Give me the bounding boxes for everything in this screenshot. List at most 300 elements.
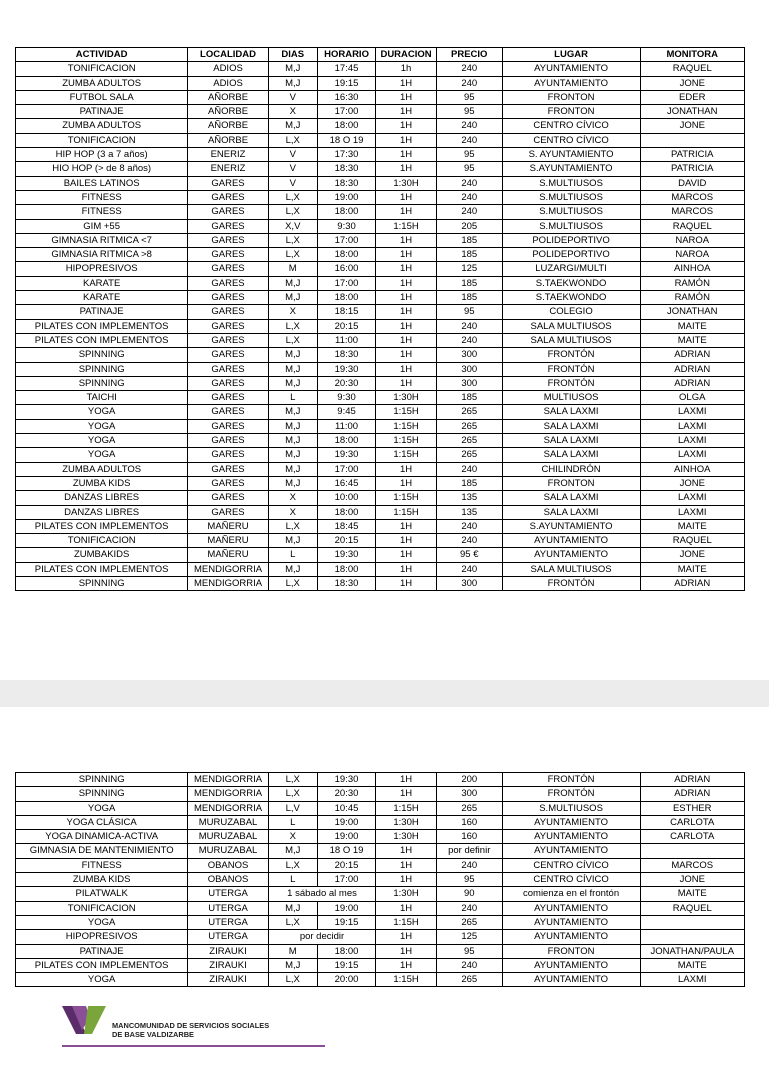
table-cell: SALA MULTIUSOS: [502, 333, 640, 347]
table-cell: GARES: [188, 190, 268, 204]
table-cell: AYUNTAMIENTO: [502, 830, 640, 844]
document-page-2: [0, 707, 769, 1082]
table-cell: 240: [436, 562, 502, 576]
table-row: [16, 276, 745, 290]
table-cell: FRONTON: [502, 105, 640, 119]
table-cell: MENDIGORRIA: [188, 801, 268, 815]
table-row: [16, 476, 745, 490]
table-cell: GARES: [188, 419, 268, 433]
table-row: [16, 362, 745, 376]
table-cell: M,J: [268, 476, 317, 490]
table-cell-schedule-note: 1 sábado al mes: [268, 887, 376, 901]
table-cell: SALA LAXMI: [502, 448, 640, 462]
table-cell: PATINAJE: [16, 944, 188, 958]
table-cell: 1H: [376, 305, 437, 319]
table-cell: GARES: [188, 176, 268, 190]
table-cell: S.MULTIUSOS: [502, 190, 640, 204]
table-cell: 185: [436, 476, 502, 490]
table-cell: JONE: [640, 76, 745, 90]
table-cell: PILATES CON IMPLEMENTOS: [16, 519, 188, 533]
table-cell: 16:30: [317, 90, 375, 104]
table-cell: LAXMI: [640, 419, 745, 433]
table-cell: 1H: [376, 291, 437, 305]
table-row: [16, 858, 745, 872]
table-cell: ESTHER: [640, 801, 745, 815]
table-cell: 300: [436, 787, 502, 801]
table-cell: COLEGIO: [502, 305, 640, 319]
table-cell: GIMNASIA RITMICA >8: [16, 248, 188, 262]
table-cell: PATINAJE: [16, 305, 188, 319]
table-cell: ADIOS: [188, 62, 268, 76]
table-cell: M: [268, 944, 317, 958]
table-cell: MENDIGORRIA: [188, 562, 268, 576]
table-cell: MAITE: [640, 958, 745, 972]
table-cell: PILATES CON IMPLEMENTOS: [16, 319, 188, 333]
table-cell: 1:15H: [376, 219, 437, 233]
table-cell: 16:00: [317, 262, 375, 276]
table-row: [16, 419, 745, 433]
table-cell: 20:15: [317, 319, 375, 333]
table-cell: 19:30: [317, 548, 375, 562]
table-cell: 18:00: [317, 291, 375, 305]
table-cell: ZIRAUKI: [188, 958, 268, 972]
table-cell: 1H: [376, 319, 437, 333]
table-cell: 300: [436, 376, 502, 390]
table-cell: FITNESS: [16, 190, 188, 204]
table-cell: 205: [436, 219, 502, 233]
table-cell: 1H: [376, 162, 437, 176]
table-cell: YOGA: [16, 448, 188, 462]
table-cell: M: [268, 262, 317, 276]
table-cell: GARES: [188, 233, 268, 247]
table-cell: L: [268, 548, 317, 562]
table-cell: POLIDEPORTIVO: [502, 248, 640, 262]
table-cell: 1H: [376, 930, 437, 944]
table-cell: M,J: [268, 462, 317, 476]
table-cell: ZUMBA KIDS: [16, 476, 188, 490]
table-cell: 20:30: [317, 376, 375, 390]
table-cell: 240: [436, 319, 502, 333]
table-cell: TONIFICACION: [16, 133, 188, 147]
table-cell: S.AYUNTAMIENTO: [502, 519, 640, 533]
table-cell: 300: [436, 362, 502, 376]
table-cell: AYUNTAMIENTO: [502, 815, 640, 829]
table-cell: 1:15H: [376, 419, 437, 433]
table-cell: 135: [436, 491, 502, 505]
table-cell: RAQUEL: [640, 534, 745, 548]
table-row: [16, 90, 745, 104]
table-cell: [640, 133, 745, 147]
table-cell: 240: [436, 534, 502, 548]
column-header-actividad: ACTIVIDAD: [16, 48, 188, 62]
table-cell: AYUNTAMIENTO: [502, 973, 640, 987]
table-cell: FRONTÓN: [502, 773, 640, 787]
table-cell: MURUZABAL: [188, 830, 268, 844]
table-row: [16, 548, 745, 562]
table-cell: MAITE: [640, 319, 745, 333]
table-cell: 1H: [376, 76, 437, 90]
table-cell: 1H: [376, 873, 437, 887]
table-cell: CHILINDRÓN: [502, 462, 640, 476]
table-cell: YOGA: [16, 915, 188, 929]
table-cell: 160: [436, 830, 502, 844]
table-cell: 18:30: [317, 162, 375, 176]
table-cell: BAILES LATINOS: [16, 176, 188, 190]
table-cell: RAMÓN: [640, 276, 745, 290]
table-row: [16, 815, 745, 829]
table-cell: 1H: [376, 90, 437, 104]
table-cell: 240: [436, 462, 502, 476]
table-cell: AÑORBE: [188, 105, 268, 119]
table-cell: DANZAS LIBRES: [16, 505, 188, 519]
table-cell: YOGA CLÁSICA: [16, 815, 188, 829]
table-cell: AYUNTAMIENTO: [502, 901, 640, 915]
table-cell: 1:15H: [376, 505, 437, 519]
table-row: [16, 119, 745, 133]
table-cell: 1H: [376, 248, 437, 262]
footer-rule: [62, 1045, 325, 1047]
table-cell: ZUMBA ADULTOS: [16, 76, 188, 90]
table-cell: S.MULTIUSOS: [502, 801, 640, 815]
table-cell: L: [268, 873, 317, 887]
table-cell: 1H: [376, 348, 437, 362]
table-cell: OBANOS: [188, 858, 268, 872]
table-row: [16, 233, 745, 247]
table-cell: 19:00: [317, 190, 375, 204]
table-cell: LUZARGI/MULTI: [502, 262, 640, 276]
table-cell: HIO HOP (> de 8 años): [16, 162, 188, 176]
table-cell: GARES: [188, 205, 268, 219]
table-cell: 18:00: [317, 205, 375, 219]
column-header-lugar: LUGAR: [502, 48, 640, 62]
table-cell: M,J: [268, 62, 317, 76]
table-cell: ADRIAN: [640, 348, 745, 362]
table-cell: POLIDEPORTIVO: [502, 233, 640, 247]
table-cell: GARES: [188, 505, 268, 519]
table-row: [16, 376, 745, 390]
table-cell: 240: [436, 190, 502, 204]
table-cell: JONATHAN/PAULA: [640, 944, 745, 958]
table-cell: SPINNING: [16, 773, 188, 787]
table-cell: 1:30H: [376, 830, 437, 844]
table-cell: GARES: [188, 333, 268, 347]
table-cell: ZIRAUKI: [188, 944, 268, 958]
table-row: [16, 873, 745, 887]
table-cell: S. AYUNTAMIENTO: [502, 148, 640, 162]
table-cell: UTERGA: [188, 901, 268, 915]
table-cell: AYUNTAMIENTO: [502, 930, 640, 944]
table-cell: 10:45: [317, 801, 375, 815]
table-cell: 1H: [376, 133, 437, 147]
table-cell: 95: [436, 162, 502, 176]
table-cell: 95: [436, 148, 502, 162]
table-cell: 17:00: [317, 233, 375, 247]
organization-name: [112, 1021, 269, 1039]
table-cell: JONE: [640, 873, 745, 887]
table-cell: LAXMI: [640, 448, 745, 462]
table-row: [16, 534, 745, 548]
table-cell: L: [268, 391, 317, 405]
schedule-table-page-1: [15, 47, 745, 591]
table-cell: AYUNTAMIENTO: [502, 844, 640, 858]
table-cell: L,X: [268, 773, 317, 787]
column-header-duracion: DURACION: [376, 48, 437, 62]
table-row: [16, 844, 745, 858]
table-cell: L,V: [268, 801, 317, 815]
table-cell: X: [268, 505, 317, 519]
table-cell: 1H: [376, 958, 437, 972]
table-cell: CENTRO CÍVICO: [502, 119, 640, 133]
table-cell: 18:30: [317, 576, 375, 590]
table-cell: RAMÓN: [640, 291, 745, 305]
table-row: [16, 162, 745, 176]
table-cell: X,V: [268, 219, 317, 233]
table-cell: ADRIAN: [640, 362, 745, 376]
table-cell: 1H: [376, 262, 437, 276]
table-row: [16, 434, 745, 448]
table-cell: 19:00: [317, 901, 375, 915]
table-row: [16, 887, 745, 901]
table-cell: L,X: [268, 190, 317, 204]
table-cell: 240: [436, 119, 502, 133]
table-cell: GIMNASIA RITMICA <7: [16, 233, 188, 247]
table-row: [16, 901, 745, 915]
table-cell: ADIOS: [188, 76, 268, 90]
table-cell: RAQUEL: [640, 901, 745, 915]
table-cell: MAÑERU: [188, 534, 268, 548]
table-cell: 240: [436, 333, 502, 347]
table-cell: 20:30: [317, 787, 375, 801]
table-cell: 95 €: [436, 548, 502, 562]
table-cell: 265: [436, 419, 502, 433]
table-row: [16, 405, 745, 419]
table-cell: 185: [436, 291, 502, 305]
table-cell: MARCOS: [640, 205, 745, 219]
table-row: [16, 105, 745, 119]
table-cell: 185: [436, 233, 502, 247]
table-cell: FRONTÓN: [502, 362, 640, 376]
table-cell: 10:00: [317, 491, 375, 505]
table-cell: SALA LAXMI: [502, 419, 640, 433]
column-header-precio: PRECIO: [436, 48, 502, 62]
table-cell: 17:00: [317, 276, 375, 290]
table-cell: 18:45: [317, 519, 375, 533]
table-cell: 19:00: [317, 830, 375, 844]
table-cell: 125: [436, 930, 502, 944]
table-cell: FRONTÓN: [502, 348, 640, 362]
table-cell: UTERGA: [188, 887, 268, 901]
table-cell: MAITE: [640, 333, 745, 347]
table-cell: S.TAEKWONDO: [502, 276, 640, 290]
table-cell: 160: [436, 815, 502, 829]
table-cell: 1H: [376, 534, 437, 548]
table-row: [16, 348, 745, 362]
table-cell: JONE: [640, 476, 745, 490]
table-cell: L,X: [268, 248, 317, 262]
table-cell: 1:15H: [376, 915, 437, 929]
table-row: [16, 505, 745, 519]
column-header-dias: DIAS: [268, 48, 317, 62]
table-cell: 1H: [376, 105, 437, 119]
table-cell: GARES: [188, 476, 268, 490]
table-cell: 18:00: [317, 434, 375, 448]
table-cell: L,X: [268, 973, 317, 987]
table-cell: 1:15H: [376, 434, 437, 448]
table-cell: 200: [436, 773, 502, 787]
table-cell: 1:15H: [376, 491, 437, 505]
table-row: [16, 462, 745, 476]
table-cell: 240: [436, 901, 502, 915]
table-row: [16, 491, 745, 505]
table-cell: 1H: [376, 148, 437, 162]
table-cell: GARES: [188, 291, 268, 305]
organization-name-line-1: MANCOMUNIDAD DE SERVICIOS SOCIALES: [112, 1021, 270, 1030]
table-row: [16, 973, 745, 987]
column-header-horario: HORARIO: [317, 48, 375, 62]
column-header-monitora: MONITORA: [640, 48, 745, 62]
table-cell: 1:30H: [376, 887, 437, 901]
table-row: [16, 576, 745, 590]
table-cell: 9:30: [317, 219, 375, 233]
table-cell: 240: [436, 76, 502, 90]
table-row: [16, 801, 745, 815]
table-cell: GARES: [188, 391, 268, 405]
table-cell: L,X: [268, 333, 317, 347]
table-row: [16, 76, 745, 90]
table-cell: ADRIAN: [640, 787, 745, 801]
table-cell: LAXMI: [640, 505, 745, 519]
table-cell: V: [268, 90, 317, 104]
table-cell: GARES: [188, 219, 268, 233]
table-cell: GARES: [188, 276, 268, 290]
table-cell: SPINNING: [16, 576, 188, 590]
table-row: [16, 830, 745, 844]
table-cell: HIPOPRESIVOS: [16, 930, 188, 944]
table-cell: 19:15: [317, 958, 375, 972]
table-cell: 185: [436, 248, 502, 262]
table-cell: CENTRO CÍVICO: [502, 873, 640, 887]
table-cell: [640, 844, 745, 858]
table-cell: M,J: [268, 405, 317, 419]
table-cell: 240: [436, 519, 502, 533]
table-cell: 240: [436, 205, 502, 219]
table-cell: CENTRO CÍVICO: [502, 133, 640, 147]
table-cell: TONIFICACION: [16, 534, 188, 548]
table-cell: 300: [436, 576, 502, 590]
table-cell: ZUMBA ADULTOS: [16, 462, 188, 476]
table-row: [16, 448, 745, 462]
table-cell: 1H: [376, 276, 437, 290]
table-cell: SALA MULTIUSOS: [502, 319, 640, 333]
table-cell: 1:15H: [376, 801, 437, 815]
table-cell: 20:15: [317, 858, 375, 872]
table-cell: 240: [436, 958, 502, 972]
table-cell: AYUNTAMIENTO: [502, 915, 640, 929]
table-cell: LAXMI: [640, 405, 745, 419]
table-row: [16, 205, 745, 219]
table-cell: 185: [436, 276, 502, 290]
table-cell: 95: [436, 944, 502, 958]
table-cell: 1:30H: [376, 391, 437, 405]
table-cell: 1H: [376, 333, 437, 347]
table-cell: ENERIZ: [188, 162, 268, 176]
table-cell: EDER: [640, 90, 745, 104]
table-cell: FRONTÓN: [502, 376, 640, 390]
table-cell: 300: [436, 348, 502, 362]
table-cell: 265: [436, 448, 502, 462]
table-row: [16, 133, 745, 147]
table-cell: 240: [436, 62, 502, 76]
table-cell: M,J: [268, 291, 317, 305]
table-cell: 1H: [376, 562, 437, 576]
table-cell: L,X: [268, 233, 317, 247]
table-cell: GARES: [188, 405, 268, 419]
table-cell: FRONTON: [502, 944, 640, 958]
table-cell: SALA LAXMI: [502, 505, 640, 519]
table-cell: YOGA: [16, 405, 188, 419]
table-cell: GARES: [188, 376, 268, 390]
table-cell: PATRICIA: [640, 148, 745, 162]
table-cell: GIMNASIA DE MANTENIMIENTO: [16, 844, 188, 858]
table-cell: MAITE: [640, 562, 745, 576]
table-cell: 240: [436, 133, 502, 147]
table-cell: ZUMBAKIDS: [16, 548, 188, 562]
table-cell: PILATWALK: [16, 887, 188, 901]
table-cell: M,J: [268, 362, 317, 376]
table-cell: GARES: [188, 448, 268, 462]
table-cell: M,J: [268, 76, 317, 90]
table-cell: 1H: [376, 576, 437, 590]
table-cell: GARES: [188, 248, 268, 262]
table-cell: SPINNING: [16, 787, 188, 801]
table-cell: 11:00: [317, 333, 375, 347]
table-cell: AINHOA: [640, 262, 745, 276]
table-cell: 18:00: [317, 248, 375, 262]
table-cell: SALA MULTIUSOS: [502, 562, 640, 576]
table-cell: 18:00: [317, 119, 375, 133]
table-cell: 135: [436, 505, 502, 519]
table-cell: MENDIGORRIA: [188, 773, 268, 787]
table-cell: 265: [436, 405, 502, 419]
table-cell: 1:30H: [376, 815, 437, 829]
table-cell: 1H: [376, 233, 437, 247]
table-cell: [640, 930, 745, 944]
table-cell: GARES: [188, 434, 268, 448]
table-cell: S.MULTIUSOS: [502, 176, 640, 190]
table-cell: 19:30: [317, 448, 375, 462]
table-cell: S.AYUNTAMIENTO: [502, 162, 640, 176]
table-cell: M,J: [268, 844, 317, 858]
table-cell: 1h: [376, 62, 437, 76]
table-cell: 1H: [376, 362, 437, 376]
table-cell: 265: [436, 915, 502, 929]
table-cell: HIP HOP (3 a 7 años): [16, 148, 188, 162]
table-cell: 18:30: [317, 176, 375, 190]
table-cell: YOGA: [16, 973, 188, 987]
table-cell: KARATE: [16, 291, 188, 305]
table-cell: MENDIGORRIA: [188, 787, 268, 801]
table-cell: 1H: [376, 858, 437, 872]
table-cell: AYUNTAMIENTO: [502, 534, 640, 548]
table-cell: 1H: [376, 944, 437, 958]
table-row: [16, 148, 745, 162]
table-cell: 1:30H: [376, 176, 437, 190]
table-cell: JONATHAN: [640, 105, 745, 119]
table-cell: TONIFICACION: [16, 62, 188, 76]
table-cell: 1:15H: [376, 973, 437, 987]
table-cell: GIM +55: [16, 219, 188, 233]
table-cell: 95: [436, 105, 502, 119]
